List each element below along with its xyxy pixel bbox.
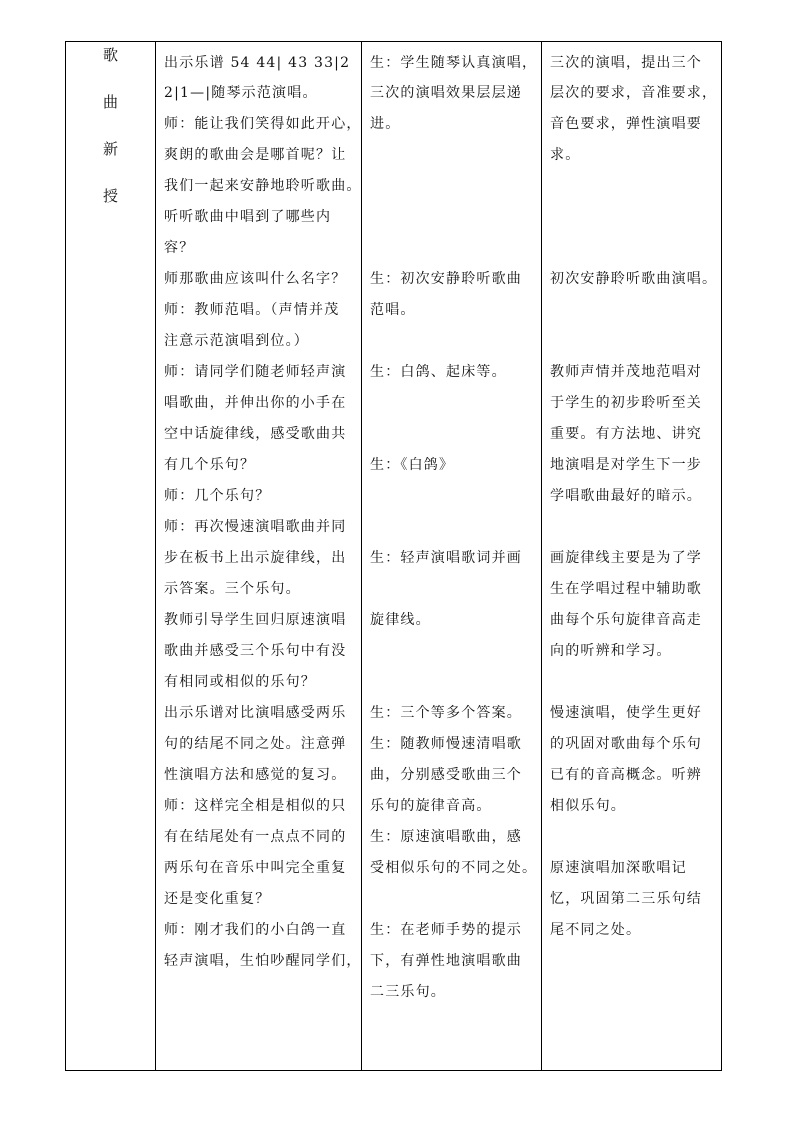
teacher-text-line: 师那歌曲应该叫什么名字？ <box>164 271 347 287</box>
student-text-line: 生：随教师慢速清唱歌 <box>370 736 522 752</box>
teacher-activity-text <box>156 42 361 1070</box>
intent-text-line: 已有的音高概念。听辨 <box>550 767 702 783</box>
teacher-text-line: 教师引导学生回归原速演唱 <box>164 612 347 628</box>
teacher-text-line: 我们一起来安静地聆听歌曲。 <box>164 178 362 194</box>
teacher-text-line: 两乐句在音乐中叫完全重复 <box>164 860 347 876</box>
intent-text-line: 相似乐句。 <box>550 798 626 814</box>
teacher-text-line: 步在板书上出示旋律线，出 <box>164 550 347 566</box>
teacher-text-line: 师：几个乐句？ <box>164 488 271 504</box>
teacher-text-line: 注意示范演唱到位。） <box>164 333 309 349</box>
intent-text-line: 原速演唱加深歌唱记 <box>550 860 687 876</box>
intent-text-line: 教师声情并茂地范唱对 <box>550 364 702 380</box>
intent-text-line: 忆，巩固第二三乐句结 <box>550 891 702 907</box>
design-intent-text <box>542 42 721 1070</box>
intent-text-line: 地演唱是对学生下一步 <box>550 457 702 473</box>
lesson-plan-table <box>65 41 722 1071</box>
section-label-char: 歌 <box>102 46 118 64</box>
table-row <box>66 42 722 1071</box>
teacher-activity-cell <box>156 42 362 1071</box>
section-cell <box>66 42 156 1071</box>
intent-text-line: 三次的演唱，提出三个 <box>550 55 702 71</box>
intent-text-line: 画旋律线主要是为了学 <box>550 550 702 566</box>
teacher-text-line: 听听歌曲中唱到了哪些内 <box>164 209 332 225</box>
intent-text-line: 尾不同之处。 <box>550 922 642 938</box>
section-label-char: 曲 <box>102 93 118 111</box>
teacher-text-line: 师：再次慢速演唱歌曲并同 <box>164 519 347 535</box>
student-text-line: 下，有弹性地演唱歌曲 <box>370 953 522 969</box>
section-label-char: 新 <box>102 140 118 158</box>
intent-text-line: 音色要求，弹性演唱要 <box>550 116 702 132</box>
teacher-text-line: 还是变化重复？ <box>164 891 271 907</box>
teacher-text-line: 师：教师范唱。（声情并茂 <box>164 302 340 318</box>
intent-text-line: 曲每个乐句旋律音高走 <box>550 612 702 628</box>
student-text-line: 生：白鸽、起床等。 <box>370 364 507 380</box>
section-label-char: 授 <box>102 187 118 205</box>
student-text-line: 生：在老师手势的提示 <box>370 922 522 938</box>
teacher-text-line: 歌曲并感受三个乐句中有没 <box>164 643 347 659</box>
teacher-text-line: 有几个乐句？ <box>164 457 256 473</box>
teacher-text-line: 师：刚才我们的小白鸽一直 <box>164 922 347 938</box>
student-text-line: 生：轻声演唱歌词并画 <box>370 550 522 566</box>
intent-text-line: 重要。有方法地、讲究 <box>550 426 702 442</box>
intent-text-line: 层次的要求，音准要求， <box>550 85 718 101</box>
intent-text-line: 的巩固对歌曲每个乐句 <box>550 736 702 752</box>
design-intent-cell <box>542 42 722 1071</box>
student-text-line: 生：《白鸽》 <box>370 457 455 473</box>
teacher-text-line: 轻声演唱，生怕吵醒同学们， <box>164 953 362 969</box>
intent-text-line: 向的听辨和学习。 <box>550 643 672 659</box>
student-text-line: 生：学生随琴认真演唱， <box>370 55 538 71</box>
teacher-text-line: 师：能让我们笑得如此开心， <box>164 116 362 132</box>
intent-text-line: 求。 <box>550 147 581 163</box>
student-text-line: 三次的演唱效果层层递 <box>370 85 522 101</box>
teacher-text-line: 唱歌曲，并伸出你的小手在 <box>164 395 347 411</box>
student-text-line: 进。 <box>370 116 401 132</box>
teacher-text-line: 有相同或相似的乐句？ <box>164 674 316 690</box>
student-text-line: 生：原速演唱歌曲，感 <box>370 829 522 845</box>
intent-text-line: 慢速演唱，使学生更好 <box>550 705 702 721</box>
student-text-line: 曲，分别感受歌曲三个 <box>370 767 522 783</box>
section-label <box>66 32 155 220</box>
intent-text-line: 初次安静聆听歌曲演唱。 <box>550 271 718 287</box>
student-text-line: 受相似乐句的不同之处。 <box>370 860 538 876</box>
teacher-text-line: 有在结尾处有一点点不同的 <box>164 829 347 845</box>
teacher-text-line: 师：这样完全相是相似的只 <box>164 798 347 814</box>
teacher-text-line: 性演唱方法和感觉的复习。 <box>164 767 347 783</box>
teacher-text-line: 出示乐谱 54 44| 43 33|2 <box>164 55 351 71</box>
student-text-line: 乐句的旋律音高。 <box>370 798 492 814</box>
student-text-line: 二三乐句。 <box>370 984 446 1000</box>
student-activity-text <box>362 42 541 1070</box>
teacher-text-line: 句的结尾不同之处。注意弹 <box>164 736 347 752</box>
teacher-text-line: 空中话旋律线，感受歌曲共 <box>164 426 347 442</box>
teacher-text-line: 2|1—|随琴示范演唱。 <box>164 85 318 101</box>
intent-text-line: 生在学唱过程中辅助歌 <box>550 581 702 597</box>
teacher-text-line: 出示乐谱对比演唱感受两乐 <box>164 705 347 721</box>
student-text-line: 生：初次安静聆听歌曲 <box>370 271 522 287</box>
student-text-line: 生：三个等多个答案。 <box>370 705 522 721</box>
teacher-text-line: 容？ <box>164 240 195 256</box>
teacher-text-line: 师：请同学们随老师轻声演 <box>164 364 347 380</box>
student-activity-cell <box>362 42 542 1071</box>
intent-text-line: 学唱歌曲最好的暗示。 <box>550 488 702 504</box>
teacher-text-line: 示答案。三个乐句。 <box>164 581 301 597</box>
student-text-line: 范唱。 <box>370 302 416 318</box>
intent-text-line: 于学生的初步聆听至关 <box>550 395 702 411</box>
teacher-text-line: 爽朗的歌曲会是哪首呢？让 <box>164 147 347 163</box>
student-text-line: 旋律线。 <box>370 612 431 628</box>
